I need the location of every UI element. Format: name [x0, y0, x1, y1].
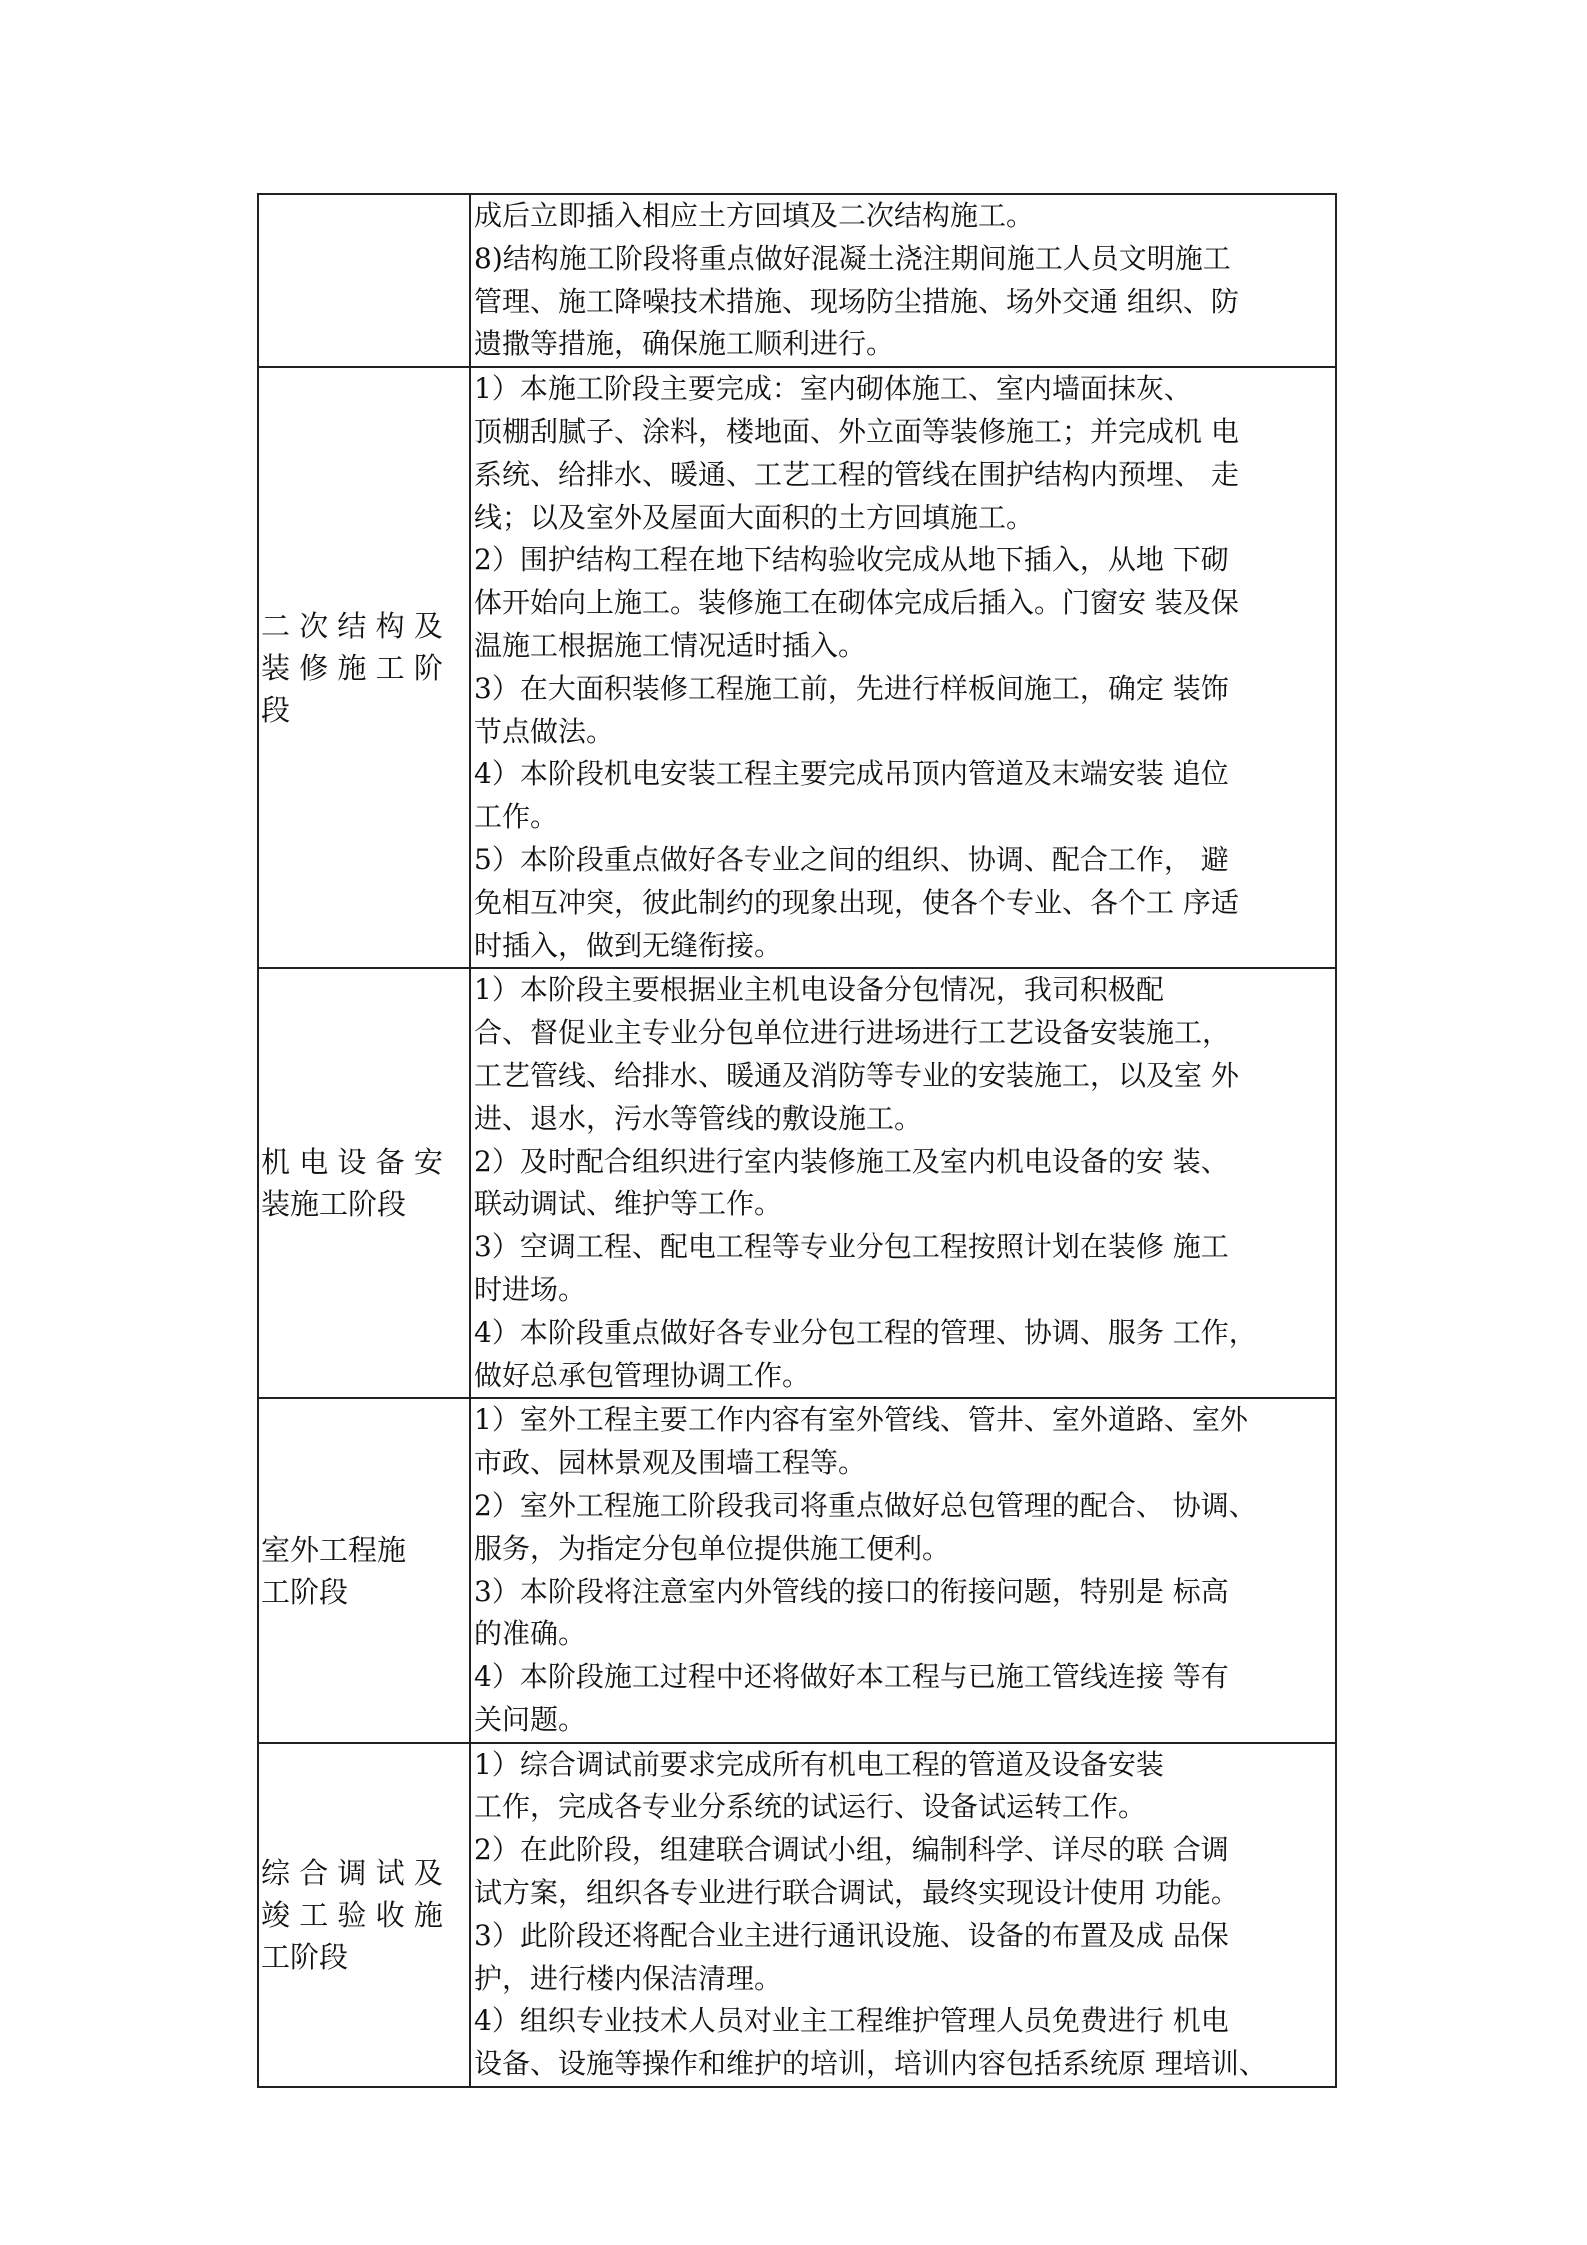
content-line: 3）在大面积装修工程施工前，先进行样板间施工，确定 装饰 — [474, 671, 1229, 705]
content-line: 1）本施工阶段主要完成：室内砌体施工、室内墙面抹灰、 — [474, 372, 1192, 406]
content-line: 2）在此阶段，组建联合调试小组，编制科学、详尽的联 合调 — [474, 1833, 1229, 1867]
stage-cell — [258, 194, 470, 367]
content-line: 进、退水，污水等管线的敷设施工。 — [474, 1101, 923, 1135]
stage-label-line: 段 — [261, 692, 291, 727]
content-line: 管理、施工降噪技术措施、现场防尘措施、场外交通 组织、防 — [474, 284, 1239, 318]
content-line: 2）及时配合组织进行室内装修施工及室内机电设备的安 装、 — [474, 1144, 1229, 1178]
content-line: 4）组织专业技术人员对业主工程维护管理人员免费进行 机电 — [474, 2004, 1229, 2038]
content-cell — [470, 1743, 1336, 2087]
content-line: 关问题。 — [474, 1702, 587, 1736]
stage-label-line: 装 修 施 工 阶 — [261, 650, 443, 685]
stage-label-line: 机 电 设 备 安 — [261, 1145, 443, 1180]
stage-label-line: 综 合 调 试 及 — [261, 1855, 443, 1890]
content-line: 护，进行楼内保洁清理。 — [474, 1961, 783, 1995]
content-line: 1）本阶段主要根据业主机电设备分包情况，我司积极配 — [474, 973, 1164, 1007]
stage-label-line: 竣 工 验 收 施 — [261, 1897, 443, 1932]
content-line: 3）空调工程、配电工程等专业分包工程按照计划在装修 施工 — [474, 1230, 1229, 1264]
content-line: 试方案，组织各专业进行联合调试，最终实现设计使用 功能。 — [474, 1876, 1239, 1910]
content-line: 4）本阶段施工过程中还将做好本工程与已施工管线连接 等有 — [474, 1660, 1229, 1694]
content-line: 做好总承包管理协调工作。 — [474, 1358, 811, 1392]
stage-label-line: 装施工阶段 — [261, 1187, 407, 1222]
content-line: 温施工根据施工情况适时插入。 — [474, 628, 867, 662]
content-line: 工艺管线、给排水、暖通及消防等专业的安装施工，以及室 外 — [474, 1058, 1239, 1092]
table-row — [258, 1398, 1336, 1742]
content-line: 3）本阶段将注意室内外管线的接口的衔接问题，特别是 标高 — [474, 1574, 1229, 1608]
table-row — [258, 1743, 1336, 2087]
content-line: 顶棚刮腻子、涂料，楼地面、外立面等装修施工；并完成机 电 — [474, 414, 1239, 448]
content-line: 2）室外工程施工阶段我司将重点做好总包管理的配合、 协调、 — [474, 1488, 1257, 1522]
content-line: 遗撒等措施，确保施工顺利进行。 — [474, 327, 895, 361]
content-line: 8)结构施工阶段将重点做好混凝土浇注期间施工人员文明施工 — [474, 241, 1231, 275]
stage-cell — [258, 1743, 470, 2087]
stage-label-line: 二 次 结 构 及 — [261, 608, 443, 643]
table-row — [258, 194, 1336, 367]
content-line: 的准确。 — [474, 1617, 587, 1651]
content-line: 工作。 — [474, 800, 559, 834]
stage-label-line: 工阶段 — [261, 1939, 349, 1974]
content-line: 工作，完成各专业分系统的试运行、设备试运转工作。 — [474, 1790, 1147, 1824]
content-line: 体开始向上施工。装修施工在砌体完成后插入。门窗安 装及保 — [474, 586, 1239, 620]
content-line: 设备、设施等操作和维护的培训，培训内容包括系统原 理培训、 — [474, 2047, 1267, 2081]
content-line: 免相互冲突，彼此制约的现象出现，使各个专业、各个工 序适 — [474, 885, 1239, 919]
stage-cell — [258, 1398, 470, 1742]
content-line: 时进场。 — [474, 1272, 587, 1306]
table-row — [258, 968, 1336, 1398]
content-cell — [470, 1398, 1336, 1742]
stage-cell — [258, 367, 470, 968]
content-line: 服务，为指定分包单位提供施工便利。 — [474, 1531, 951, 1565]
content-line: 3）此阶段还将配合业主进行通讯设施、设备的布置及成 品保 — [474, 1918, 1229, 1952]
content-line: 5）本阶段重点做好各专业之间的组织、协调、配合工作， 避 — [474, 842, 1229, 876]
content-line: 4）本阶段机电安装工程主要完成吊顶内管道及末端安装 追位 — [474, 757, 1229, 791]
content-line: 合、督促业主专业分包单位进行进场进行工艺设备安装施工， — [474, 1016, 1231, 1050]
table-row — [258, 367, 1336, 968]
content-line: 1）综合调试前要求完成所有机电工程的管道及设备安装 — [474, 1747, 1164, 1781]
content-line: 系统、给排水、暖通、工艺工程的管线在围护结构内预埋、 走 — [474, 457, 1239, 491]
content-line: 市政、园林景观及围墙工程等。 — [474, 1446, 867, 1480]
content-cell — [470, 194, 1336, 367]
content-line: 1）室外工程主要工作内容有室外管线、管井、室外道路、室外 — [474, 1403, 1248, 1437]
content-line: 2）围护结构工程在地下结构验收完成从地下插入，从地 下砌 — [474, 543, 1229, 577]
stage-label-line: 工阶段 — [261, 1574, 349, 1609]
content-cell — [470, 367, 1336, 968]
content-line: 线；以及室外及屋面大面积的土方回填施工。 — [474, 500, 1035, 534]
content-line: 时插入，做到无缝衔接。 — [474, 928, 783, 962]
content-line: 联动调试、维护等工作。 — [474, 1187, 783, 1221]
content-line: 成后立即插入相应土方回填及二次结构施工。 — [474, 199, 1035, 232]
stage-cell — [258, 968, 470, 1398]
construction-stage-table — [257, 193, 1337, 2088]
content-cell — [470, 968, 1336, 1398]
content-line: 节点做法。 — [474, 714, 615, 748]
stage-label-line: 室外工程施 — [261, 1532, 407, 1567]
content-line: 4）本阶段重点做好各专业分包工程的管理、协调、服务 工作， — [474, 1315, 1257, 1349]
